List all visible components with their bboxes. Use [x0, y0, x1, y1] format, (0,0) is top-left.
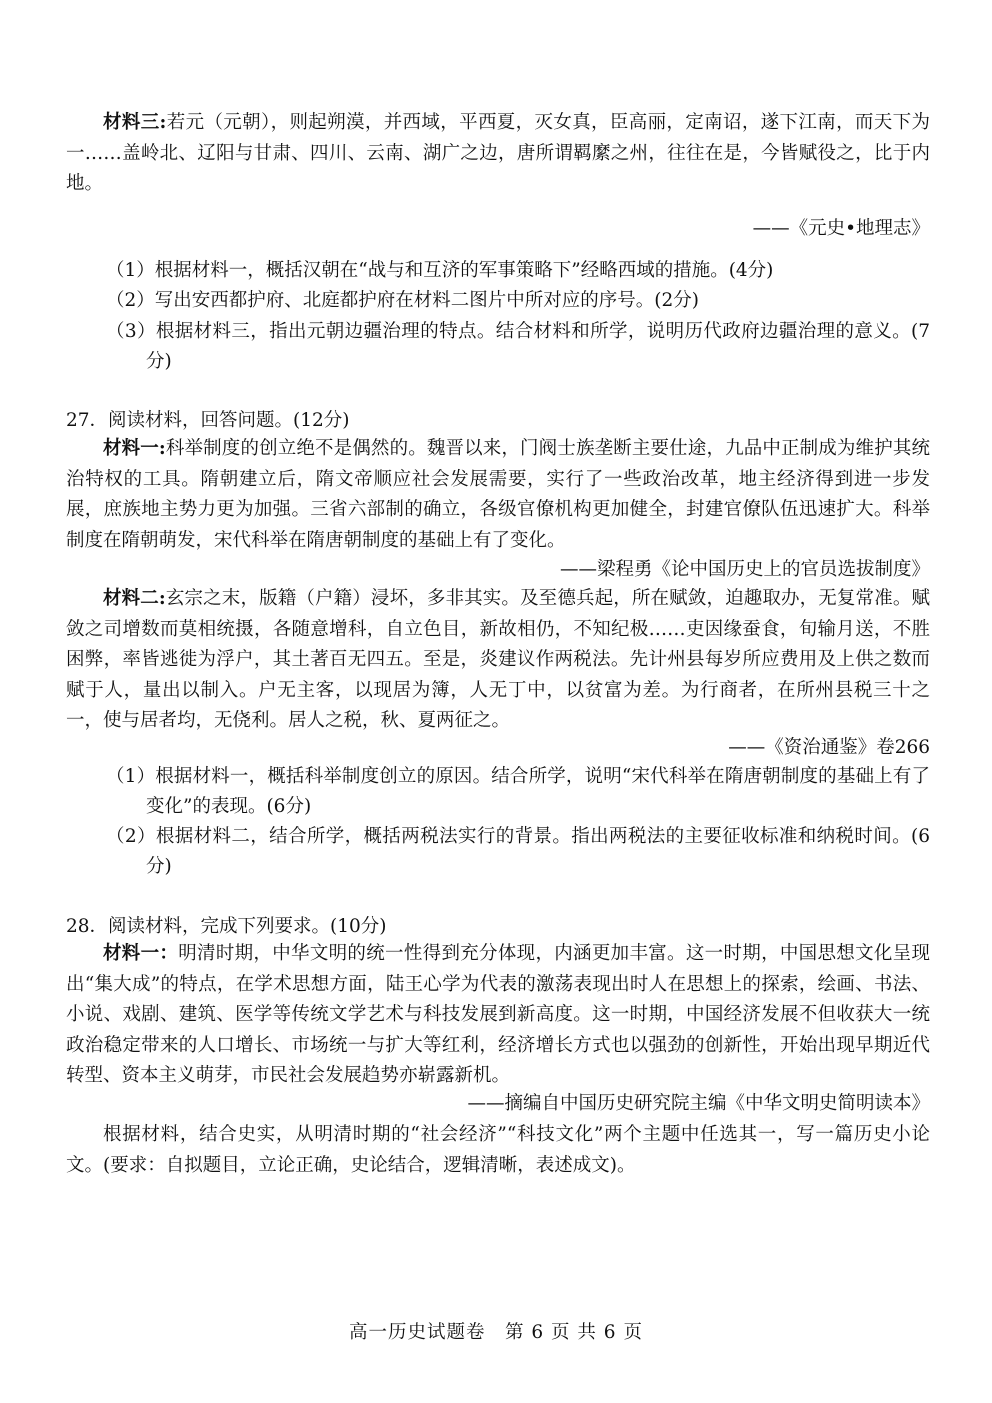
page-footer: 高一历史试题卷 第 6 页 共 6 页: [349, 1322, 643, 1343]
material-two-paragraph: [66, 584, 930, 737]
material-source: ——《元史•地理志》: [752, 218, 930, 239]
material-text: 若元（元朝），则起朔漠，并西域，平西夏，灭女真，臣高丽，定南诏，遂下江南，而天下为一……盖岭北、辽阳与甘肃、四川、云南、湖广之边，唐所谓羁縻之州，往往在是，今皆赋役之，比于内地。: [66, 112, 930, 194]
material-label: 材料一:: [103, 438, 166, 459]
material-label: 材料三:: [103, 112, 167, 133]
essay-task: 根据材料，结合史实，从明清时期的“社会经济”“科技文化”两个主题中任选其一，写一篇历史小论文。(要求：自拟题目，立论正确，史论结合，逻辑清晰，表述成文)。: [66, 1124, 930, 1176]
material-text: 明清时期，中华文明的统一性得到充分体现，内涵更加丰富。这一时期，中国思想文化呈现出“集大成”的特点，在学术思想方面，陆王心学为代表的激荡表现出时人在思想上的探索，绘画、书法、小说、戏剧、建筑、医学等传统文学艺术与科技发展到新高度。这一时期，中国经济发展不但收获大一统政治稳定带来的人口增长、市场统一与扩大等红利，经济增长方式也以强劲的创新性，开始出现早期近代转型、资本主义萌芽，市民社会发展趋势亦崭露新机。: [66, 943, 930, 1086]
question-item: （1）根据材料一，概括科举制度创立的原因。结合所学，说明“宋代科举在隋唐朝制度的基础上有了变化”的表现。(6分): [106, 766, 930, 817]
material-source: ——摘编自中国历史研究院主编《中华文明史简明读本》: [467, 1093, 930, 1114]
question-item: （2）根据材料二，结合所学，概括两税法实行的背景。指出两税法的主要征收标准和纳税时间。(6分): [106, 826, 930, 877]
material-one-paragraph: [66, 434, 930, 556]
material-text: 科举制度的创立绝不是偶然的。魏晋以来，门阀士族垄断主要仕途，九品中正制成为维护其统治特权的工具。隋朝建立后，隋文帝顺应社会发展需要，实行了一些政治改革，地主经济得到进一步发展，庶族地主势力更为加强。三省六部制的确立，各级官僚机构更加健全，封建官僚队伍迅速扩大。科举制度在隋朝萌发，宋代科举在隋唐朝制度的基础上有了变化。: [66, 438, 930, 551]
question-item: （2）写出安西都护府、北庭都护府在材料二图片中所对应的序号。(2分): [106, 290, 699, 311]
material-label: 材料一：: [103, 943, 179, 964]
question-item: （1）根据材料一，概括汉朝在“战与和互济的军事策略下”经略西域的措施。(4分): [106, 260, 774, 281]
material-label: 材料二:: [103, 588, 166, 609]
material-three-paragraph: [66, 108, 930, 200]
material-text: 玄宗之末，版籍（户籍）浸坏，多非其实。及至德兵起，所在赋敛，迫趣取办，无复常准。赋敛之司增数而莫相统摄，各随意增科，自立色目，新故相仍，不知纪极……吏因缘蚕食，旬输月送，不胜困弊，率皆逃徙为浮户，其土著百无四五。至是，炎建议作两税法。先计州县每岁所应费用及上供之数而赋于人，量出以制入。户无主客，以现居为簿，人无丁中，以贫富为差。为行商者，在所州县税三十之一，使与居者均，无侥利。居人之税，秋、夏两征之。: [66, 588, 930, 731]
question-heading: 27．阅读材料，回答问题。(12分): [66, 410, 350, 431]
question-heading: 28．阅读材料，完成下列要求。(10分): [66, 916, 387, 937]
material-one-paragraph: [66, 939, 930, 1092]
material-source: ——梁程勇《论中国历史上的官员选拔制度》: [559, 559, 930, 580]
question-item: （3）根据材料三，指出元朝边疆治理的特点。结合材料和所学，说明历代政府边疆治理的意义。(7分): [106, 321, 930, 372]
material-source: ——《资治通鉴》卷266: [728, 737, 930, 758]
